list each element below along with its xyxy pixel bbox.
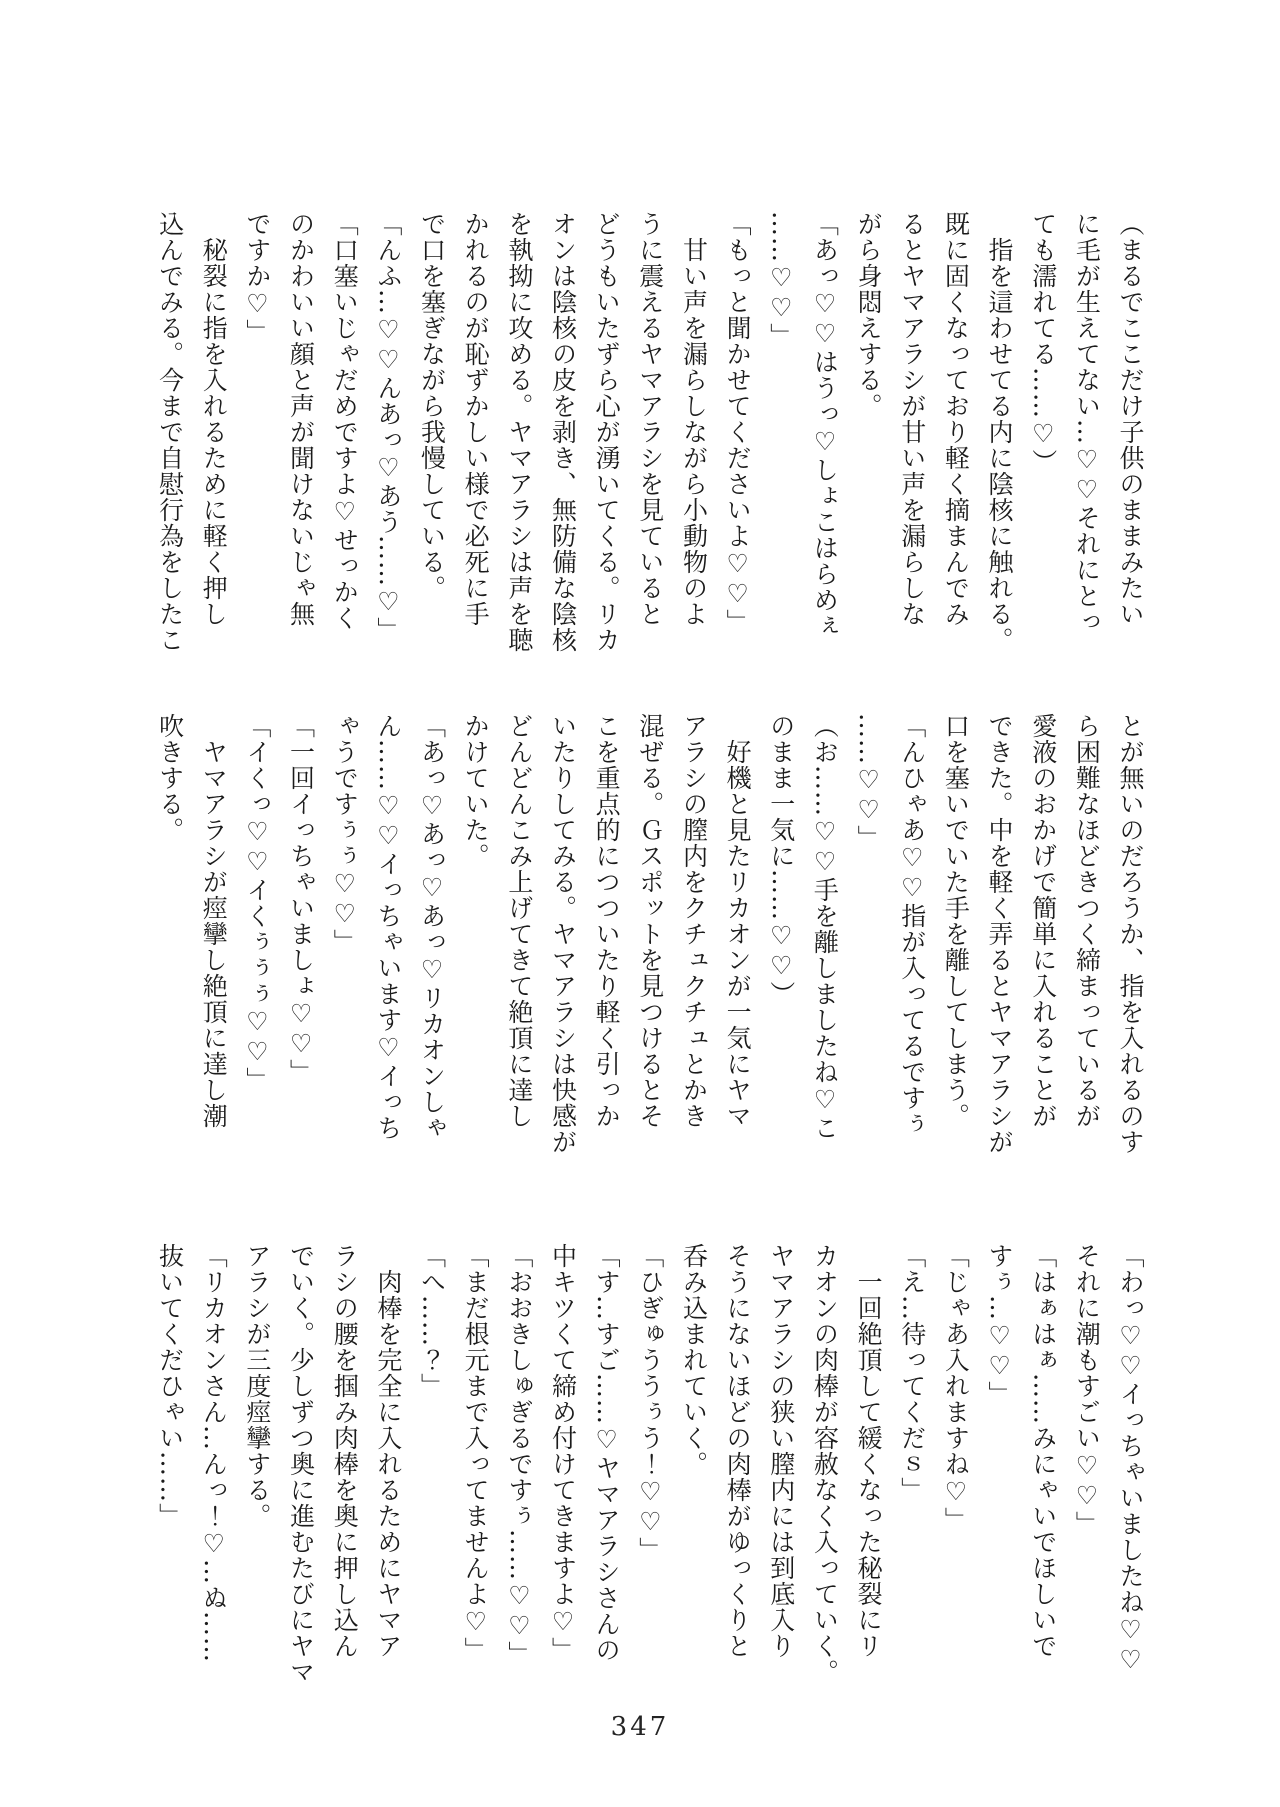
text-block-middle: [148, 713, 1152, 1185]
text-column: ら困難なほどきつく締まっているが: [1072, 713, 1102, 1129]
text-column: 混ぜる。Ｇスポットを見つけるとそ: [635, 713, 665, 1129]
text-column: ……♡♡」: [854, 713, 884, 851]
text-column: がら身悶えする。: [854, 211, 884, 419]
text-column: 呑み込まれていく。: [679, 1243, 709, 1477]
text-column: 「じゃあ入れますね♡」: [941, 1243, 971, 1533]
text-column: 「あっ♡あっ♡あっ♡リカオンしゃ: [417, 713, 447, 1141]
text-column: うに震えるヤマアラシを見ていると: [635, 211, 665, 627]
text-column: 「んふ…♡♡んあっ♡あう……♡」: [373, 211, 403, 643]
text-block-top: [148, 211, 1152, 683]
text-column: 「一回イっちゃいましょ♡♡」: [286, 713, 316, 1085]
text-column: ヤマアラシの狭い膣内には到底入り: [766, 1243, 796, 1659]
text-column: 抜いてくだひゃい……」: [155, 1243, 185, 1529]
text-column: そうにないほどの肉棒がゆっくりと: [723, 1243, 753, 1659]
page-number: 347: [610, 1712, 670, 1742]
text-column: 「あっ♡♡はうっ♡しょこはらめぇ: [810, 211, 840, 639]
text-column: 秘裂に指を入れるために軽く押し: [199, 211, 229, 627]
text-column: アラシの膣内をクチュクチュとかき: [679, 713, 709, 1129]
text-column: いたりしてみる。ヤマアラシは快感が: [548, 713, 578, 1155]
text-column: 「おおきしゅぎるですぅ……♡♡」: [504, 1243, 534, 1667]
text-column: オンは陰核の皮を剥き、無防備な陰核: [548, 211, 578, 653]
text-column: 好機と見たリカオンが一気にヤマ: [723, 713, 753, 1129]
text-column: るとヤマアラシが甘い声を漏らしな: [897, 211, 927, 627]
text-column: 「もっと聞かせてくださいよ♡♡」: [723, 211, 753, 635]
text-column: 「んひゃあ♡♡指が入ってるですぅ: [897, 713, 927, 1137]
text-column: 「リカオンさん…んっ！♡…ぬ……: [199, 1243, 229, 1663]
text-column: に毛が生えてない…♡♡それにとっ: [1072, 211, 1102, 635]
text-column: 一回絶頂して緩くなった秘裂にリ: [854, 1243, 884, 1659]
text-column: かれるのが恥ずかしい様で必死に手: [461, 211, 491, 627]
text-column: ゃうですぅぅ♡♡」: [330, 713, 360, 955]
text-column: 「ひぎゅううぅう！♡♡」: [635, 1243, 665, 1563]
text-column: 愛液のおかげで簡単に入れることが: [1028, 713, 1058, 1129]
text-column: 指を這わせてる内に陰核に触れる。: [985, 211, 1015, 653]
text-column: 既に固くなっており軽く摘まんでみ: [941, 211, 971, 627]
text-column: でいく。少しずつ奥に進むたびにヤマ: [286, 1243, 316, 1685]
text-column: すぅ…♡♡」: [985, 1243, 1015, 1407]
text-column: ても濡れてる……♡）: [1028, 211, 1058, 475]
text-column: ん……♡♡イっちゃいます♡イっち: [373, 713, 403, 1141]
text-column: ……♡♡」: [766, 211, 796, 349]
text-column: とが無いのだろうか、指を入れるのす: [1116, 713, 1145, 1155]
text-column: かけていた。: [461, 713, 491, 869]
text-column: 肉棒を完全に入れるためにヤマア: [373, 1243, 403, 1659]
text-column: アラシが三度痙攣する。: [242, 1243, 272, 1529]
text-column: （お……♡♡手を離しましたね♡こ: [810, 713, 840, 1141]
text-column: 吹きする。: [155, 713, 185, 843]
text-column: 「口塞いじゃだめですよ♡せっかく: [330, 211, 360, 631]
text-column: ですか♡」: [242, 211, 272, 345]
text-column: で口を塞ぎながら我慢している。: [417, 211, 447, 601]
text-column: 「イくっ♡♡イくぅぅぅ♡♡」: [242, 713, 272, 1093]
text-column: それに潮もすごい♡♡」: [1072, 1243, 1102, 1537]
text-column: 「え…待ってくだｓ」: [897, 1243, 927, 1503]
text-column: どんどんこみ上げてきて絶頂に達し: [504, 713, 534, 1129]
text-column: 「す…すご……♡ヤマアラシさんの: [592, 1243, 622, 1663]
text-column: 口を塞いでいた手を離してしまう。: [941, 713, 971, 1129]
text-column: （まるでここだけ子供のままみたい: [1116, 211, 1145, 627]
text-column: を執拗に攻める。ヤマアラシは声を聴: [504, 211, 534, 653]
text-column: のまま一気に……♡♡）: [766, 713, 796, 1007]
text-block-bottom: [148, 1243, 1152, 1715]
text-column: 甘い声を漏らしながら小動物のよ: [679, 211, 709, 627]
text-column: 込んでみる。今まで自慰行為をしたこ: [155, 211, 185, 653]
text-column: カオンの肉棒が容赦なく入っていく。: [810, 1243, 840, 1685]
text-column: ラシの腰を掴み肉棒を奥に押し込ん: [330, 1243, 360, 1659]
text-column: こを重点的につついたり軽く引っか: [592, 713, 622, 1129]
text-column: 中キツくて締め付けてきますよ♡」: [548, 1243, 578, 1663]
text-column: のかわいい顔と声が聞けないじゃ無: [286, 211, 316, 627]
text-column: 「まだ根元まで入ってませんよ♡」: [461, 1243, 491, 1663]
text-column: ヤマアラシが痙攣し絶頂に達し潮: [199, 713, 229, 1129]
text-column: 「はぁはぁ……みにゃいでほしいで: [1028, 1243, 1058, 1659]
text-column: 「わっ♡♡イっちゃいましたね♡♡: [1116, 1243, 1145, 1675]
text-column: どうもいたずら心が湧いてくる。リカ: [592, 211, 622, 653]
text-column: できた。中を軽く弄るとヤマアラシが: [985, 713, 1015, 1155]
text-column: 「へ……？」: [417, 1243, 447, 1399]
